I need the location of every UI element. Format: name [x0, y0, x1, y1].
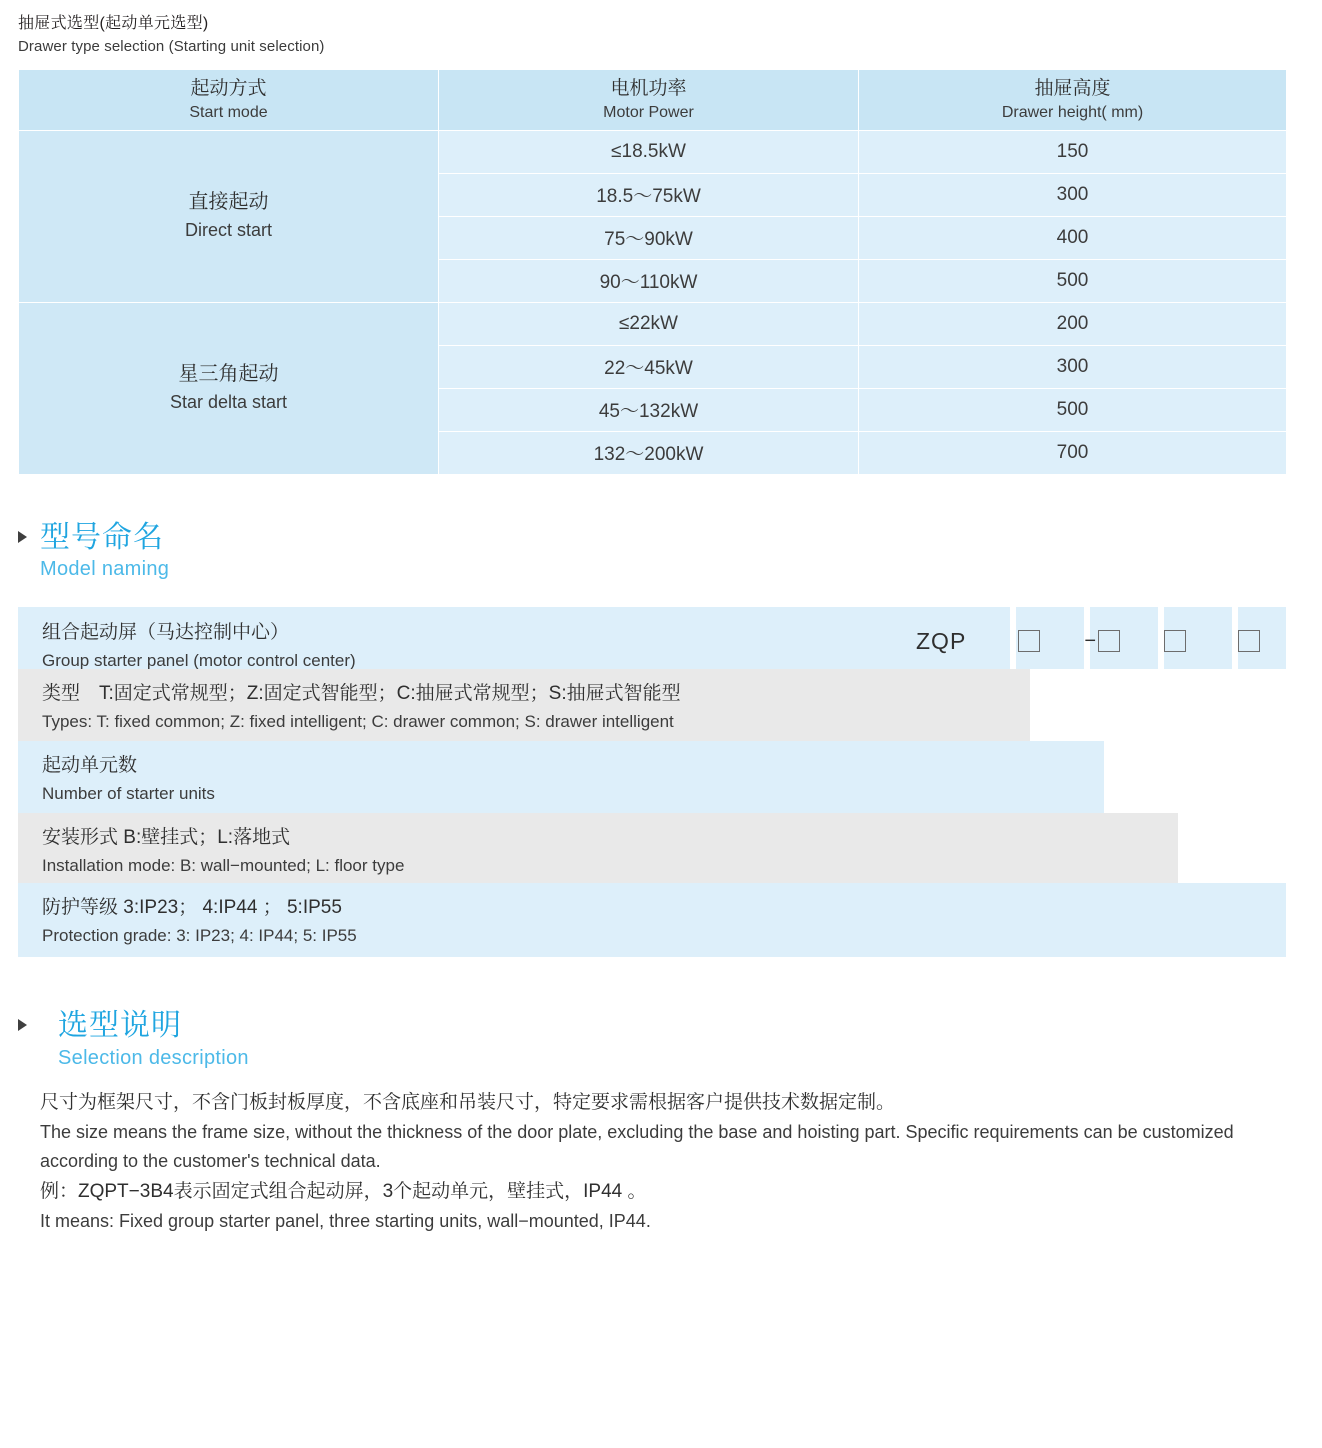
- cell-drawer-height: 500: [859, 259, 1287, 302]
- table-row: [19, 302, 1287, 345]
- table-body: [19, 130, 1287, 474]
- column-header-start-mode: [19, 69, 439, 130]
- model-code-prefix: ZQP: [916, 627, 967, 654]
- code-box-icon: [1238, 630, 1260, 652]
- naming-row-2-cn: 类型 T:固定式常规型；Z:固定式智能型；C:抽屉式常规型；S:抽屉式智能型: [42, 683, 681, 704]
- naming-row-5-en: Protection grade: 3: IP23; 4: IP44; 5: IP55: [42, 925, 357, 945]
- cell-drawer-height: 300: [859, 173, 1287, 216]
- code-slot-unit-count: [1064, 630, 1138, 653]
- column-header-start-mode-en: Start mode: [189, 103, 268, 121]
- cell-drawer-height: 150: [859, 130, 1287, 173]
- naming-row-group-starter-panel: [18, 607, 1286, 669]
- table-row: [19, 130, 1287, 173]
- cell-drawer-height: 300: [859, 345, 1287, 388]
- cell-drawer-height: 200: [859, 302, 1287, 345]
- naming-row-unit-count: [18, 741, 1286, 813]
- cell-drawer-height: 700: [859, 431, 1287, 474]
- code-slot-install-mode: [1138, 630, 1212, 652]
- start-mode-direct-cn: 直接起动: [188, 191, 269, 214]
- drawer-spec-table: [18, 69, 1287, 475]
- description-line1-en: The size means the frame size, without the thickness of the door plate, excluding the base and hoisting part. Specific requirements can be customized according to the customer's technical data.: [40, 1122, 1234, 1172]
- notch-block: [1030, 669, 1286, 741]
- description-line2-cn: 例：ZQPT−3B4表示固定式组合起动屏，3个起动单元，壁挂式，IP44 。: [40, 1180, 647, 1202]
- naming-row-3-en: Number of starter units: [42, 783, 215, 803]
- cell-drawer-height: 400: [859, 216, 1287, 259]
- code-slot-type: [994, 630, 1064, 652]
- naming-row-5-cn: 防护等级 3:IP23； 4:IP44 ； 5:IP55: [42, 897, 342, 918]
- naming-row-protection-grade: [18, 883, 1286, 957]
- section-heading-selection-description: [18, 1009, 1322, 1070]
- start-mode-star-delta-en: Star delta start: [169, 392, 288, 413]
- naming-row-1-cn: 组合起动屏（马达控制中心）: [42, 622, 290, 643]
- table-header-row: [19, 69, 1287, 130]
- page-root: [0, 12, 1322, 1448]
- cell-start-mode-direct: [19, 130, 439, 302]
- selection-description-body: [40, 1088, 1290, 1237]
- column-header-motor-power-cn: 电机功率: [610, 77, 687, 99]
- table-header: [19, 69, 1287, 130]
- cell-motor-power: 18.5～75kW: [439, 173, 859, 216]
- naming-row-installation-mode: [18, 813, 1286, 883]
- cell-motor-power: ≤22kW: [439, 302, 859, 345]
- description-line2-en: It means: Fixed group starter panel, three starting units, wall−mounted, IP44.: [40, 1211, 651, 1232]
- notch-block: [1104, 741, 1286, 813]
- cell-motor-power: ≤18.5kW: [439, 130, 859, 173]
- column-header-drawer-height-cn: 抽屉高度: [1034, 77, 1111, 99]
- code-box-icon: [1164, 630, 1186, 652]
- selection-description-heading-en: Selection description: [58, 1046, 249, 1069]
- notch-block: [1178, 813, 1286, 883]
- column-header-drawer-height: [859, 69, 1287, 130]
- section-heading-model-naming: [18, 521, 1322, 582]
- model-naming-diagram: [18, 607, 1286, 957]
- drawer-selection-caption: [18, 12, 1322, 59]
- caption-en: Drawer type selection (Starting unit selection): [18, 38, 325, 55]
- triangle-bullet-icon: [18, 1019, 27, 1031]
- cell-motor-power: 22～45kW: [439, 345, 859, 388]
- cell-motor-power: 90～110kW: [439, 259, 859, 302]
- model-naming-heading-en: Model naming: [40, 558, 170, 580]
- model-naming-heading-cn: 型号命名: [40, 520, 164, 554]
- description-line1-cn: 尺寸为框架尺寸，不含门板封板厚度，不含底座和吊装尺寸，特定要求需根据客户提供技术数据定制。: [40, 1091, 896, 1113]
- naming-row-4-cn: 安装形式 B:壁挂式；L:落地式: [42, 827, 291, 848]
- column-header-motor-power: [439, 69, 859, 130]
- cell-motor-power: 75～90kW: [439, 216, 859, 259]
- cell-start-mode-star-delta: [19, 302, 439, 474]
- column-header-start-mode-cn: 起动方式: [190, 77, 267, 99]
- naming-row-1-en: Group starter panel (motor control center): [42, 650, 356, 670]
- caption-cn: 抽屉式选型(起动单元选型): [18, 15, 209, 32]
- naming-row-3-cn: 起动单元数: [42, 755, 138, 776]
- naming-row-2-en: Types: T: fixed common; Z: fixed intelligent; C: drawer common; S: drawer intelligent: [42, 711, 674, 731]
- start-mode-direct-en: Direct start: [184, 220, 272, 241]
- code-box-icon: [1018, 630, 1040, 652]
- code-dash: −: [1084, 629, 1097, 652]
- cell-motor-power: 45～132kW: [439, 388, 859, 431]
- cell-drawer-height: 500: [859, 388, 1287, 431]
- column-header-drawer-height-en: Drawer height( mm): [1001, 103, 1144, 121]
- triangle-bullet-icon: [18, 531, 27, 543]
- column-header-motor-power-en: Motor Power: [603, 103, 694, 121]
- start-mode-star-delta-cn: 星三角起动: [178, 363, 279, 386]
- selection-description-heading-cn: 选型说明: [58, 1009, 182, 1042]
- cell-motor-power: 132～200kW: [439, 431, 859, 474]
- model-code-strip: [916, 621, 1286, 661]
- code-box-icon: [1098, 630, 1120, 652]
- naming-row-4-en: Installation mode: B: wall−mounted; L: floor type: [42, 855, 405, 875]
- code-slot-protection-grade: [1212, 630, 1286, 652]
- naming-row-types: [18, 669, 1286, 741]
